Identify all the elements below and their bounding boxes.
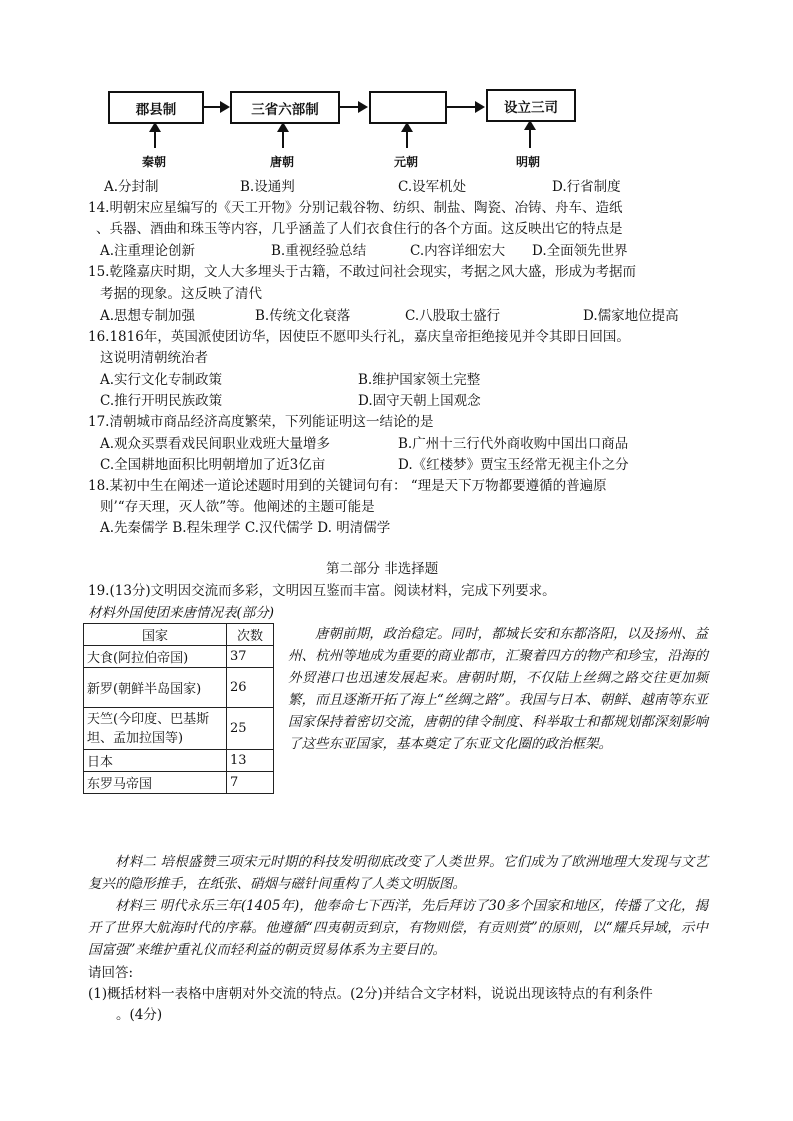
table-row [84, 708, 274, 750]
q14-option-d: D.全面领先世界 [532, 243, 628, 259]
q14-stem-line-1: 14.明朝宋应星编写的《天工开物》分别记载谷物、纺织、制盐、陶瓷、冶铸、舟车、造纸 [88, 200, 623, 216]
diagram-box-1: 郡县制 [108, 91, 204, 124]
table-cell-count: 25 [227, 708, 274, 750]
table-header-count: 次数 [227, 624, 274, 646]
table-cell-count: 13 [227, 750, 274, 772]
dynasty-label-qin: 秦朝 [142, 155, 167, 169]
table-cell-country: 天竺(今印度、巴基斯坦、孟加拉国等) [84, 708, 227, 750]
q14-stem-line-2: 、兵器、酒曲和珠玉等内容，几乎涵盖了人们衣食住行的各个方面。这反映出它的特点是 [96, 221, 623, 237]
q19-sub1-line-2: 。(4分) [116, 1007, 163, 1023]
q14-option-c: C.内容详细宏大 [410, 243, 506, 259]
table-cell-country: 日本 [84, 750, 227, 772]
q16-option-b: B.维护国家领土完整 [358, 372, 481, 388]
table-cell-count: 7 [227, 772, 274, 794]
diagram-box-3-blank [369, 91, 447, 124]
dynasty-label-yuan: 元朝 [394, 155, 419, 169]
q17-option-b: B.广州十三行代外商收购中国出口商品 [398, 436, 629, 452]
q16-option-a: A.实行文化专制政策 [100, 372, 223, 388]
diagram-arrow-1 [202, 106, 228, 108]
q15-stem-line-1: 15.乾隆嘉庆时期，文人大多埋头于古籍，不敢过问社会现实，考据之风大盛，形成为考据而 [88, 264, 636, 280]
q14-option-a: A.注重理论创新 [100, 243, 196, 259]
diagram-box-2: 三省六部制 [230, 91, 340, 124]
q18-options: A.先秦儒学 B.程朱理学 C.汉代儒学 D. 明清儒学 [100, 520, 391, 536]
table-row [84, 772, 274, 794]
q13-option-c: C.设军机处 [398, 179, 467, 195]
diagram-up-arrow-2 [282, 124, 284, 148]
q18-stem-line-1: 18.某初中生在阐述一道论述题时用到的关键词句有： “理是天下万物都要遵循的普遍原 [88, 478, 607, 494]
q15-option-d: D.儒家地位提高 [583, 308, 679, 324]
diagram-up-arrow-4 [529, 122, 531, 148]
q15-option-c: C.八股取士盛行 [405, 308, 501, 324]
table-cell-country: 大食(阿拉伯帝国) [84, 646, 227, 668]
material1-text: 唐朝前期，政治稳定。同时，都城长安和东都洛阳，以及扬州、益州、杭州等地成为重要的商业都市，汇聚着四方的物产和珍宝，沿海的外贸港口也迅速发展起来。唐朝时期，不仅陆上丝绸之路交往更加频繁，而且逐渐开拓了海上“丝绸之路”。我国与日本、朝鲜、越南等东亚国家保持着密切交流，唐朝的律令制度、科举取士和都规划都深刻影响了这些东亚国家，基本奠定了东亚文化圈的政治框架。 [288, 626, 708, 752]
q15-option-b: B.传统文化衰落 [255, 308, 351, 324]
q15-stem-line-2: 考据的现象。这反映了清代 [100, 286, 262, 302]
q19-sub1-line-1: (1)概括材料一表格中唐朝对外交流的特点。(2分)并结合文字材料，说说出现该特点的有利条件 [88, 986, 653, 1002]
q18-stem-line-2: 则’“存天理，灭人欲”等。他阐述的主题可能是 [100, 499, 375, 515]
q17-option-a: A.观众买票看戏民间职业戏班大量增多 [100, 436, 331, 452]
envoy-table [83, 623, 274, 794]
material2-text: 材料二 培根盛赞三项宋元时期的科技发明彻底改变了人类世界。它们成为了欧洲地理大发现与文艺复兴的隐形推手，在纸张、硝烟与磁针间重构了人类文明版图。 [88, 854, 708, 892]
q16-stem-line-2: 这说明清朝统治者 [100, 350, 208, 366]
q14-option-b: B.重视经验总结 [271, 243, 367, 259]
q15-option-a: A.思想专制加强 [100, 308, 196, 324]
table-cell-country: 东罗马帝国 [84, 772, 227, 794]
q16-option-d: D.固守天朝上国观念 [358, 393, 481, 409]
table-row [84, 668, 274, 708]
q13-option-a: A.分封制 [104, 179, 159, 195]
q17-option-d: D.《红楼梦》贾宝玉经常无视主仆之分 [398, 457, 629, 473]
diagram-up-arrow-3 [406, 124, 408, 148]
table-cell-count: 37 [227, 646, 274, 668]
q13-option-b: B.设通判 [240, 179, 295, 195]
table-row [84, 750, 274, 772]
table-row [84, 646, 274, 668]
diagram-box-4: 设立三司 [486, 89, 576, 122]
diagram-arrow-3 [445, 106, 483, 108]
q17-stem: 17.清朝城市商品经济高度繁荣，下列能证明这一结论的是 [88, 414, 434, 430]
q16-stem-line-1: 16.1816年，英国派使团访华，因使臣不愿叩头行礼，嘉庆皇帝拒绝接见并令其即日回国。 [88, 329, 630, 345]
diagram-arrow-2 [338, 106, 366, 108]
q13-option-d: D.行省制度 [552, 179, 621, 195]
q17-option-c: C.全国耕地面积比明朝增加了近3亿亩 [100, 457, 326, 473]
answer-prompt: 请回答: [88, 965, 134, 981]
dynasty-label-ming: 明朝 [516, 155, 541, 169]
table-cell-country: 新罗(朝鲜半岛国家) [84, 668, 227, 708]
part2-title: 第二部分 非选择题 [326, 561, 439, 577]
table-header-country: 国家 [84, 624, 227, 646]
material1-title: 材料外国使团来唐情况表(部分) [88, 605, 275, 621]
q19-intro: 19.(13分)文明因交流而多彩，文明因互鉴而丰富。阅读材料，完成下列要求。 [88, 583, 556, 599]
table-cell-count: 26 [227, 668, 274, 708]
q16-option-c: C.推行开明民族政策 [100, 393, 223, 409]
material3-text: 材料三 明代永乐三年(1405年)，他奉命七下西洋，先后拜访了30多个国家和地区，传播了文化，揭开了世界大航海时代的序幕。他遵循“四夷朝贡到京，有物则偿，有贡则赏”的原则，以“耀兵异域，示中国富强”来维护重礼仪而轻利益的朝贡贸易体系为主要目的。 [88, 898, 708, 958]
dynasty-label-tang: 唐朝 [270, 155, 295, 169]
diagram-up-arrow-1 [154, 124, 156, 148]
